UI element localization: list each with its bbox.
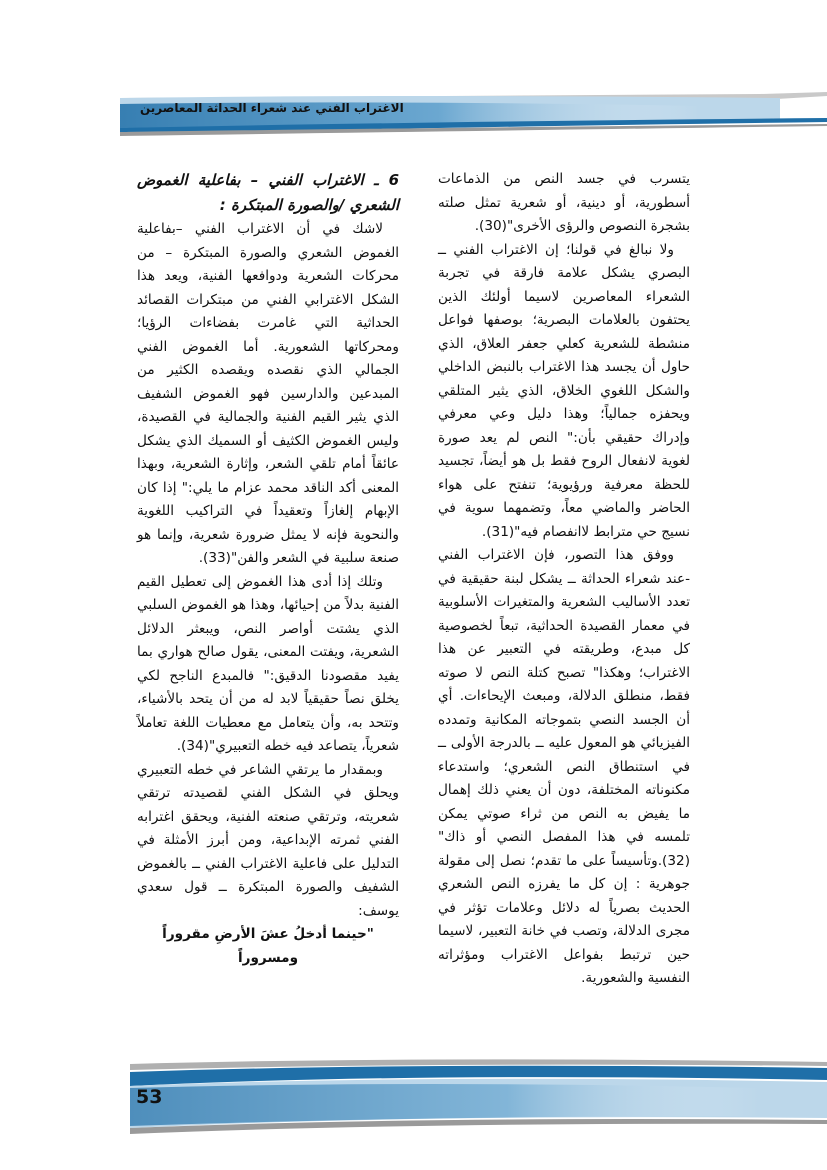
body-paragraph: لاشك في أن الاغتراب الفني –بفاعلية الغموض الشعري والصورة المبتكرة – من محركات الشعرية ودوافعها الفنية، ويعد هذا الشكل الاغترابي الفني من مبتكرات القصائد الحداثية التي غامرت بفضاءات الرؤيا؛ ومحركاتها الشعورية. أما الغموض الفني الجمالي الذي نقصده ويقصده الكثير من المبدعين والدارسين فهو الغموض الشفيف الذي يثير القيم الفنية والجمالية في القصيدة، وليس الغموض الكثيف أو السميك الذي يشكل عائقاً أمام تلقي الشعر، وإثارة الشعرية، وبهذا المعنى أكد الناقد محمد عزام ما يلي:" إذا كان الإبهام إلغازاً وتعقيداً في التراكيب اللغوية والنحوية فإنه لا يمثل ضرورة شعرية، وإنما هو صنعة سلبية في الشعر والفن"(33). (137, 221, 399, 566)
section-heading: 6 ـ الاغتراب الفني – بفاعلية الغموض الشعري /والصورة المبتكرة : (137, 171, 399, 214)
poem-quote: "حينما أدخلُ عشَ الأرضِ مقروراً ومسروراً (162, 926, 374, 966)
body-paragraph: يتسرب في جسد النص من الذماعات أسطورية، أو دينية، أو شعرية تمثل صلته بشجرة النصوص والرؤى الأخرى"(30). (438, 171, 690, 234)
left-text-column (137, 168, 399, 970)
body-paragraph: وتلك إذا أدى هذا الغموض إلى تعطيل القيم الفنية بدلاً من إحيائها، وهذا هو الغموض السلبي الذي يشتت أواصر النص، ويبعثر الدلائل الشعرية، ويفتت المعنى، يقول صالح هواري بما يفيد مقصودنا الدقيق:" فالمبدع الناجح لكي يخلق نصاً حقيقياً لابد له من أن يتحد بالأشياء، وتتحد به، وأن يتعامل مع معطيات اللغة تعاملاً شعرياً، يتصاعد فيه خطه التعبيري"(34). (137, 573, 399, 754)
body-paragraph: وبمقدار ما يرتقي الشاعر في خطه التعبيري ويحلق في الشكل الفني لقصيدته ترتقي شعريته، وترتقي صنعته الفنية، ويحقق اغترابه الفني ثمرته الإبداعية، ومن أبرز الأمثلة في التدليل على فاعلية الاغتراب الفني ــ بالغموض الشفيف والصورة المبتكرة ــ قول سعدي يوسف: (137, 761, 399, 919)
running-header-title: الاغتراب الفني عند شعراء الحداثة المعاصرين (140, 101, 404, 115)
right-text-column (438, 168, 690, 991)
body-paragraph: ووفق هذا التصور، فإن الاغتراب الفني -عند شعراء الحداثة ــ يشكل لبنة حقيقية في تعدد الأساليب الشعرية والمتغيرات الأسلوبية في معمار القصيدة الحداثية، تبعاً لخصوصية كل مبدع، وطريقته في التعبير عن هذا الاغتراب؛ وهكذا" تصبح كتلة النص لا صوته فقط، منطلق الدلالة، ومبعث الإيحاءات. أي أن الجسد النصي بتموجاته المكانية وتمدده الفيزيائي هو المعول عليه ــ بالدرجة الأولى ــ في استنطاق النص الشعري؛ واستدعاء مكنوناته المختلفة، دون أن يعني ذلك إهمال ما يفيض به النص من ثراء صوتي يمكن تلمسه في هذا المفصل النصي أو ذاك"(32).وتأسيساً على ما تقدم؛ نصل إلى مقولة جوهرية : إن كل ما يفرزه النص الشعري الحديث بصرياً له دلائل وعلامات تؤثر في مجرى الدلالة، وتصب في خانة التعبير، لاسيما حين ترتبط بفواعل الاغتراب ومؤثراته النفسية والشعورية. (438, 547, 690, 986)
page-number: 53 (136, 1086, 163, 1108)
body-paragraph: ولا نبالغ في قولنا؛ إن الاغتراب الفني ــ البصري يشكل علامة فارقة في تجربة الشعراء المعاصرين لاسيما أولئك الذين يحتفون بالعلامات البصرية؛ بوصفها فواعل منشطة للشعرية كعلي جعفر العلاق، الذي حاول أن يجسد هذا الاغتراب بالنبض الداخلي والشكل اللغوي الخلاق، الذي يثير المتلقي ويحفزه جمالياً؛ وهذا دليل وعي معرفي وإدراك حقيقي بأن:" النص لم يعد صورة لغوية لانفعال الروح فقط بل هو أيضاً، تجسيد للحظة معرفية ورؤيوية؛ تنفتح على هواء الحاضر والماضي معاً، وتضمهما سوية في نسيج حي مترابط لاانفصام فيه"(31). (438, 241, 690, 540)
footer-band (0, 1058, 827, 1170)
